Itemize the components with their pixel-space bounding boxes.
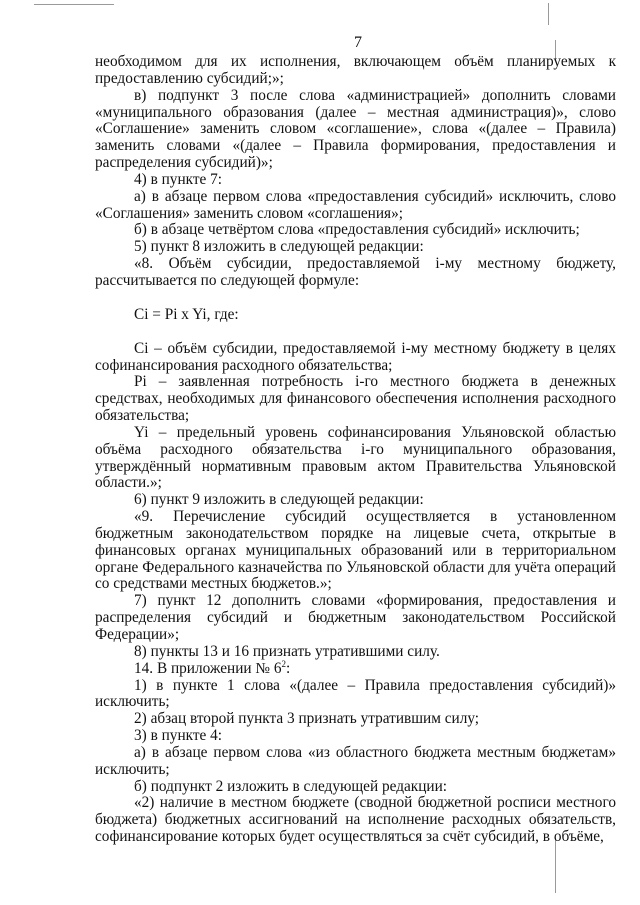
superscript: 2 (281, 658, 287, 669)
paragraph-text: в) подпункт 3 после слова «администрацией» дополнить словами «муниципального образования (далее – местная администрация)», слово «Соглашение» заменить словом «соглашение», слова «(далее – Правила) заменить словами «(далее – Правила формирования, предоставления и распределения субсидий)»; (95, 86, 616, 172)
paragraph (95, 795, 616, 846)
paragraph-text: Pi – заявленная потребность i-го местного бюджета в денежных средствах, необходимых для финансового обеспечения исполнения расходного обязательства; (95, 373, 616, 425)
paragraph (95, 54, 616, 88)
paragraph (95, 779, 616, 796)
paragraph-text: «2) наличие в местном бюджете (сводной бюджетной росписи местного бюджета) бюджетных ассигнований на исполнение расходных обязательств, софинансирование которых будет осуществляться за счёт субсидий, в объёме, (95, 794, 616, 846)
scan-mark-bottom-right (555, 838, 556, 893)
paragraph (95, 88, 616, 172)
scan-mark-top-right (548, 3, 549, 25)
paragraph (95, 374, 616, 425)
paragraph (95, 711, 616, 728)
paragraph (95, 658, 616, 678)
paragraph-text: а) в абзаце первом слова «из областного бюджета местным бюджетам» исключить; (95, 743, 616, 778)
paragraph-text: «9. Перечисление субсидий осуществляется в установленном бюджетным законодательством порядке на лицевые счета, открытые в финансовых органах муниципальных образований или в территориальном органе Федерального казначейства по Ульяновской области для учёта операций со средствами местных бюджетов.»; (95, 508, 616, 593)
paragraph-text: 8) пункты 13 и 16 признать утратившими силу. (134, 642, 440, 660)
paragraph-text: Yi – предельный уровень софинансирования Ульяновской областью объёма расходного обязательства i-го муниципального образования, утверждённый нормативным правовым актом Правительства Ульяновской области.»; (95, 423, 616, 492)
paragraph (95, 341, 616, 375)
paragraph (95, 239, 616, 256)
paragraph-text: б) подпункт 2 изложить в следующей редакции: (134, 777, 448, 795)
paragraph (95, 222, 616, 239)
paragraph-text: необходимом для их исполнения, включающем объём планируемых к предоставлению субсидий;»; (95, 53, 616, 87)
paragraph (95, 678, 616, 712)
paragraph-text: Ci – объём субсидии, предоставляемой i-му местному бюджету в целях софинансирования расходного обязательства; (95, 339, 616, 374)
paragraph (95, 492, 616, 509)
paragraph (95, 172, 616, 189)
paragraph-text: 6) пункт 9 изложить в следующей редакции: (134, 491, 424, 509)
paragraph-text: а) в абзаце первом слова «предоставления субсидий» исключить, слово «Соглашения» заменить словом «соглашения»; (95, 187, 616, 222)
paragraph-text: 1) в пункте 1 слова «(далее – Правила предоставления субсидий)» исключить; (95, 676, 616, 711)
paragraph (95, 644, 616, 661)
paragraph-text: 2) абзац второй пункта 3 признать утратившим силу; (134, 710, 480, 728)
paragraph (95, 593, 616, 644)
paragraph (95, 745, 616, 779)
paragraph-text: 3) в пункте 4: (134, 727, 223, 745)
formula (95, 307, 616, 324)
paragraph (95, 728, 616, 745)
paragraph (95, 256, 616, 290)
paragraph (95, 425, 616, 492)
paragraph-text: 5) пункт 8 изложить в следующей редакции: (134, 238, 424, 256)
scan-mark-top-left (34, 4, 114, 5)
paragraph-text: б) в абзаце четвёртом слова «предоставления субсидий» исключить; (134, 221, 580, 239)
paragraph-text: «8. Объём субсидии, предоставляемой i-му местному бюджету, рассчитывается по следующей формуле: (95, 255, 616, 289)
paragraph (95, 189, 616, 223)
document-body (95, 54, 616, 846)
paragraph-text-after: : (286, 659, 291, 677)
paragraph-text: Ci = Pi x Yi, где: (134, 305, 239, 323)
page-number: 7 (354, 34, 362, 51)
paragraph (95, 509, 616, 593)
paragraph-text: 7) пункт 12 дополнить словами «формирования, предоставления и распределения субсидий и бюджетным законодательством Российской Федерации»; (95, 592, 616, 643)
paragraph-text: 4) в пункте 7: (134, 170, 223, 188)
paragraph-text: 14. В приложении № 6 (134, 659, 282, 677)
